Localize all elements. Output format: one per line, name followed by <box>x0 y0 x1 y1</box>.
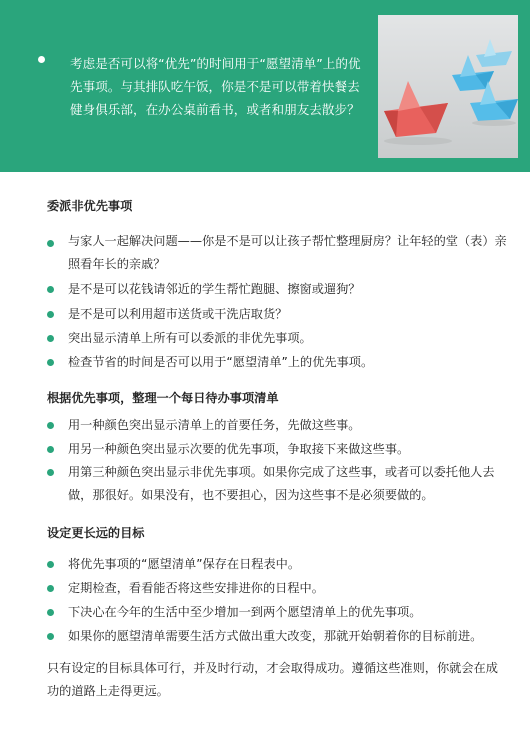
bullet-icon <box>47 609 54 616</box>
bullet-icon <box>47 422 54 429</box>
list-item-text: 用一种颜色突出显示清单上的首要任务，先做这些事。 <box>68 418 361 432</box>
section-heading-long-term-goals: 设定更长远的目标 <box>47 526 145 540</box>
section-heading-delegate: 委派非优先事项 <box>47 199 133 213</box>
list-item-text: 是不是可以花钱请邻近的学生帮忙跑腿、擦窗或遛狗？ <box>68 282 361 296</box>
bullet-icon <box>47 585 54 592</box>
paper-boats-image <box>378 15 518 158</box>
bullet-icon <box>47 446 54 453</box>
list-item-text: 用另一种颜色突出显示次要的优先事项，争取接下来做这些事。 <box>68 442 410 456</box>
bullet-icon <box>47 240 54 247</box>
bullet-icon <box>47 335 54 342</box>
bullet-icon <box>47 469 54 476</box>
list-item-text: 将优先事项的“愿望清单”保存在日程表中。 <box>68 557 301 571</box>
list-item-text: 定期检查，看看能否将这些安排进你的日程中。 <box>68 581 324 595</box>
closing-paragraph: 只有设定的目标具体可行，并及时行动，才会取得成功。遵循这些准则，你就会在成功的道路上走得更远。 <box>47 661 498 698</box>
bullet-icon <box>47 311 54 318</box>
list-item-text: 用第三种颜色突出显示非优先事项。如果你完成了这些事，或者可以委托他人去做，那很好。如果没有，也不要担心，因为这些事不是必须要做的。 <box>68 465 495 502</box>
header-banner <box>0 0 530 172</box>
list-item-text: 是不是可以利用超市送货或干洗店取货？ <box>68 307 288 321</box>
list-item-text: 检查节省的时间是否可以用于“愿望清单”上的优先事项。 <box>68 355 374 369</box>
bullet-icon <box>47 286 54 293</box>
list-item-text: 如果你的愿望清单需要生活方式做出重大改变，那就开始朝着你的目标前进。 <box>68 629 483 643</box>
bullet-icon <box>47 561 54 568</box>
list-item-text: 与家人一起解决问题——你是不是可以让孩子帮忙整理厨房？让年轻的堂（表）亲照看年长的亲戚？ <box>68 234 507 271</box>
section-heading-daily-list: 根据优先事项，整理一个每日待办事项清单 <box>47 391 279 405</box>
banner-text: 考虑是否可以将“优先”的时间用于“愿望清单”上的优先事项。与其排队吃午饭，你是不是可以带着快餐去健身俱乐部，在办公桌前看书，或者和朋友去散步？ <box>70 56 361 117</box>
list-item-text: 下决心在今年的生活中至少增加一到两个愿望清单上的优先事项。 <box>68 605 422 619</box>
bullet-icon <box>47 359 54 366</box>
banner-bullet-icon <box>38 56 45 63</box>
bullet-icon <box>47 633 54 640</box>
list-item-text: 突出显示清单上所有可以委派的非优先事项。 <box>68 331 312 345</box>
